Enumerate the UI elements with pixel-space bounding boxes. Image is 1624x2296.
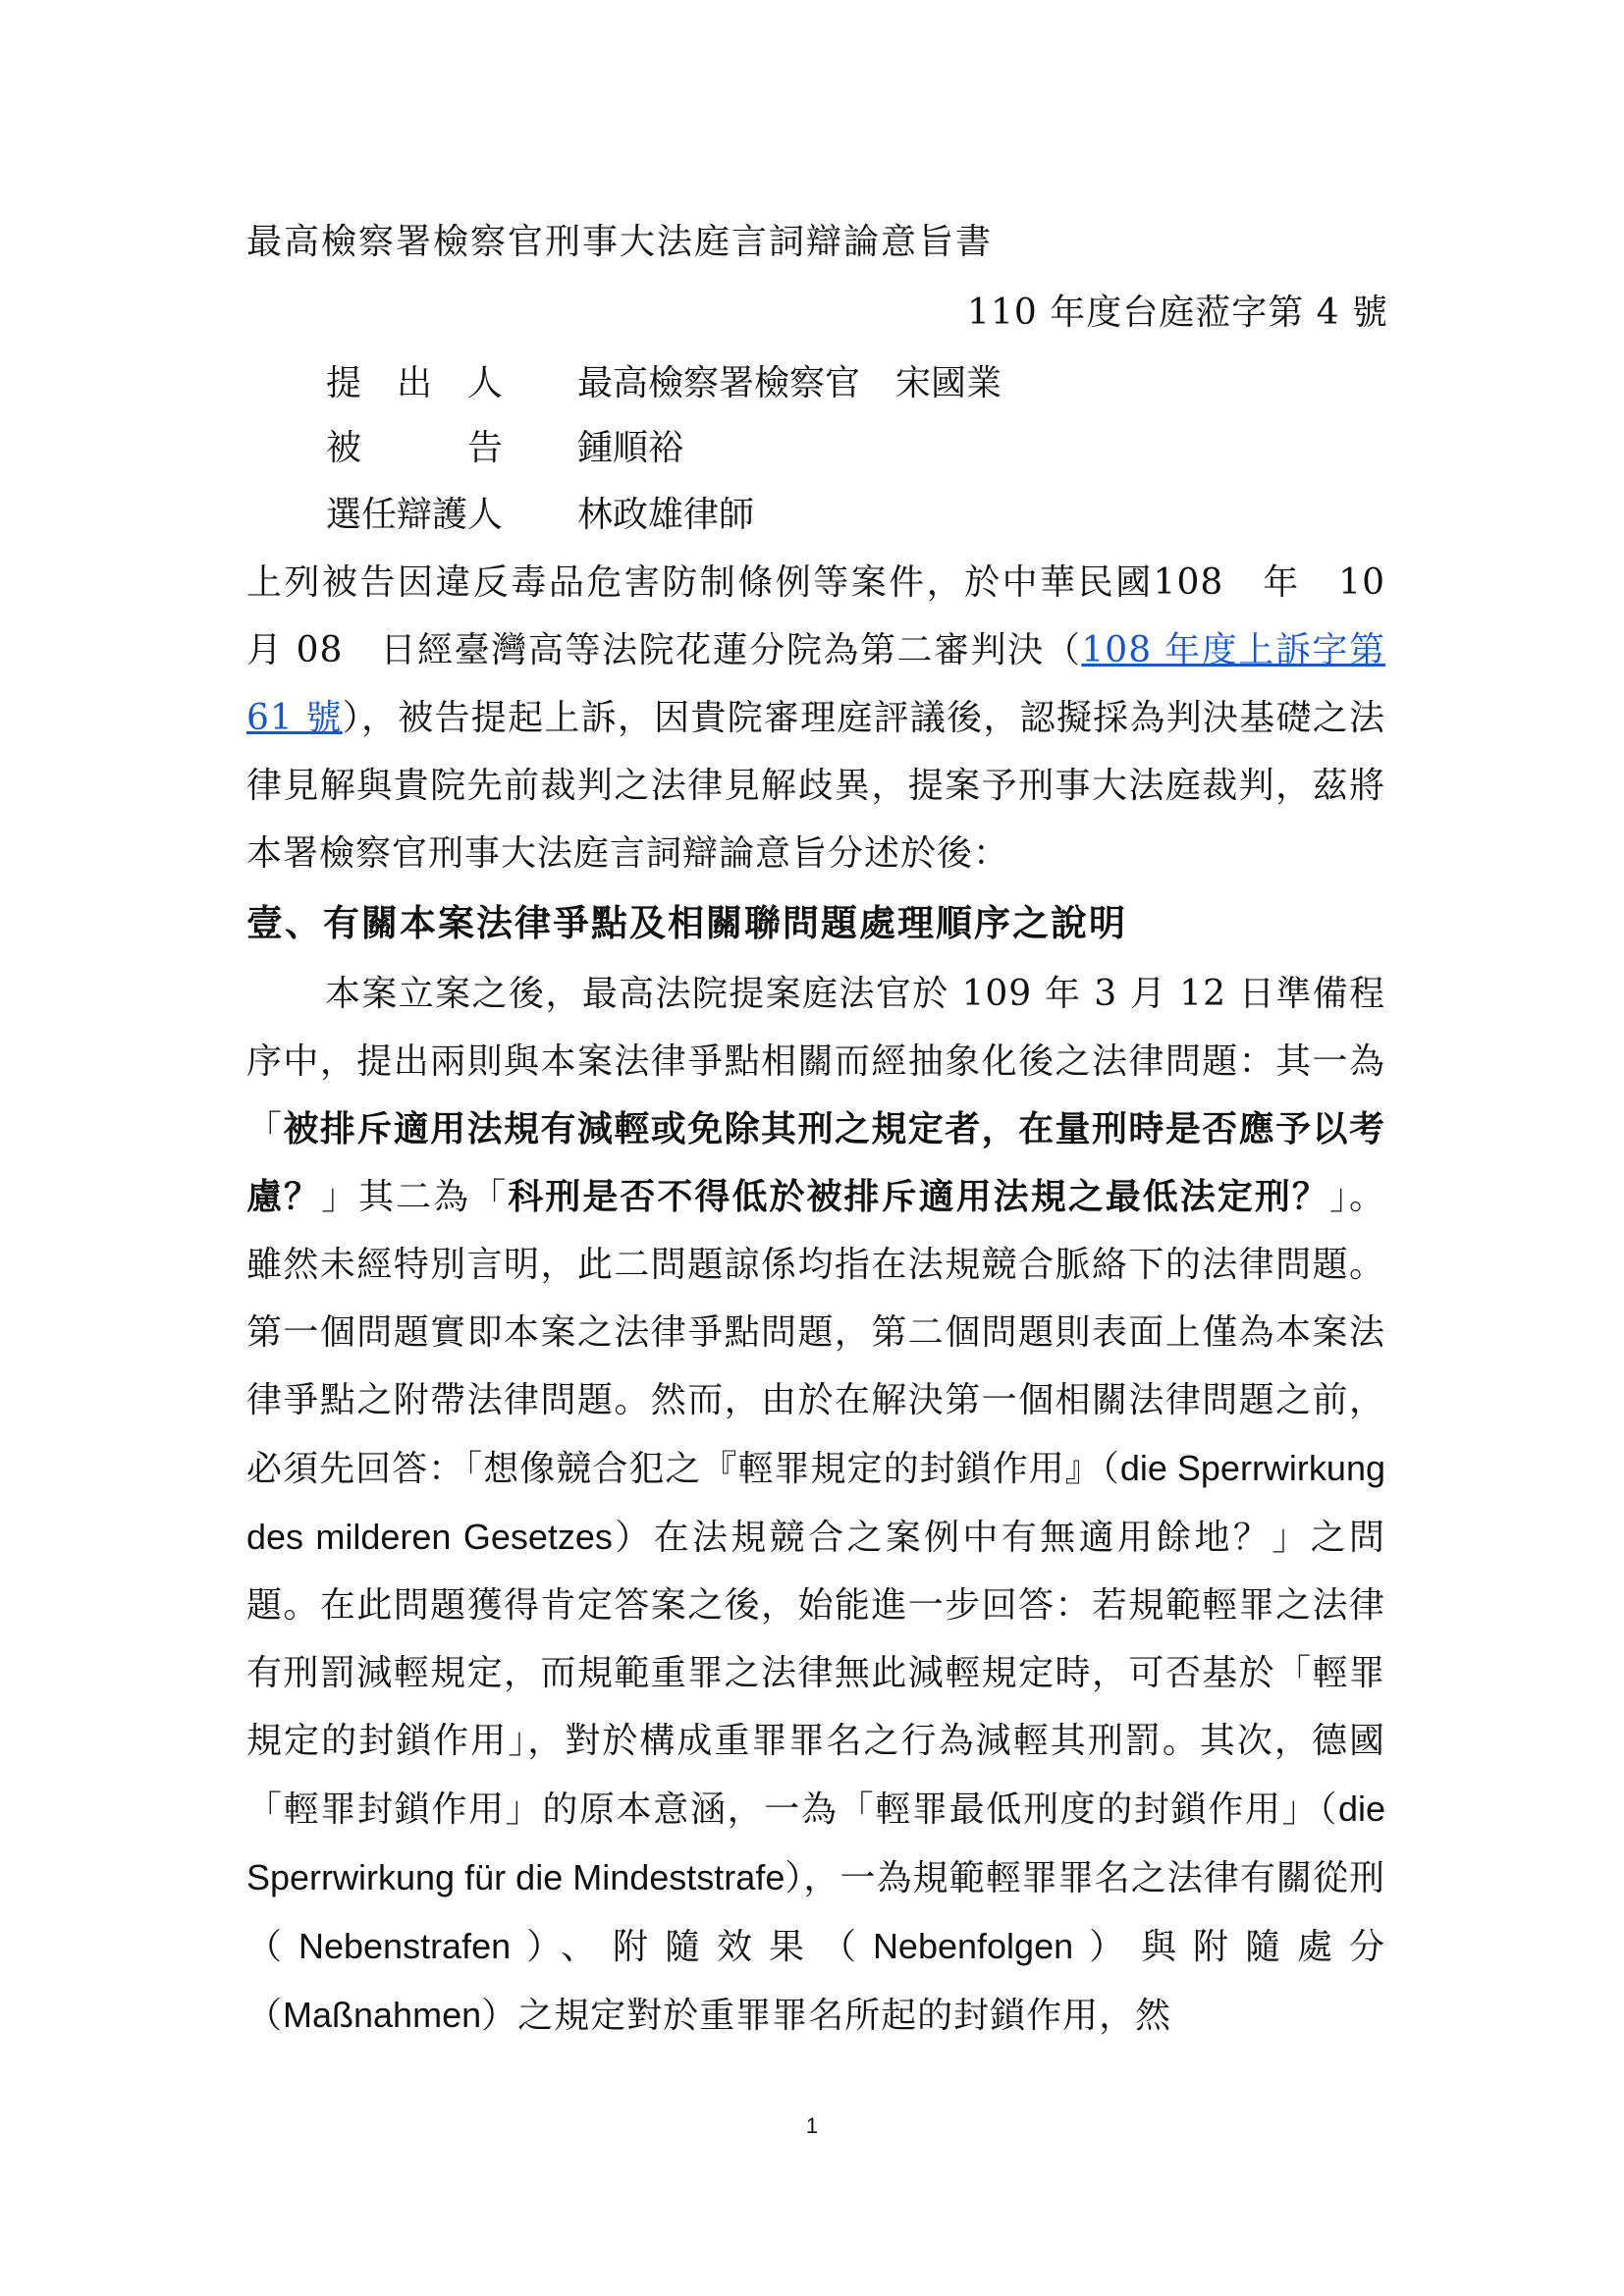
party-value: 最高檢察署檢察官 宋國業 (577, 363, 1002, 403)
party-value-secondary: 宋國業 (895, 363, 1002, 403)
german-term: Nebenfolgen (872, 1926, 1074, 1966)
section-paragraph: 本案立案之後，最高法院提案庭法官於 109 年 3 月 12 日準備程序中，提出兩則與本案法律爭點相關而經抽象化後之法律問題：其一為「被排斥適用法規有減輕或免除其刑之規定者，在量刑時是否應予以考慮？」其二為「科刑是否不得低於被排斥適用法規之最低法定刑？」。雖然未經特別言明，此二問題諒係均指在法規競合脈絡下的法律問題。第一個問題實即本案之法律爭點問題，第二個問題則表面上僅為本案法律爭點之附帶法律問題。然而，由於在解決第一個相關法律問題之前，必須先回答：「想像競合犯之『輕罪規定的封鎖作用』（die Sperrwirkung des milderen Gesetzes）在法規競合之案例中有無適用餘地？」之問題。在此問題獲得肯定答案之後，始能進一步回答：若規範輕罪之法律有刑罰減輕規定，而規範重罪之法律無此減輕規定時，可否基於「輕罪規定的封鎖作用」，對於構成重罪罪名之行為減輕其刑罰。其次，德國「輕罪封鎖作用」的原本意涵，一為「輕罪最低刑度的封鎖作用」（die Sperrwirkung für die Mindeststrafe），一為規範輕罪罪名之法律有關從刑（Nebenstrafen）、附隨效果（Nebenfolgen）與附隨處分（Maßnahmen）之規定對於重罪罪名所起的封鎖作用，然 (246, 974, 1385, 2036)
german-term: die Sperrwirkung für die Mindeststrafe (246, 1789, 1385, 1897)
party-label: 被 告 (326, 428, 504, 468)
german-term: die Sperrwirkung des milderen Gesetzes (246, 1448, 1385, 1557)
german-term: Nebenstrafen (298, 1926, 512, 1966)
page-number: 1 (805, 2113, 819, 2138)
party-value: 林政雄律師 (577, 495, 755, 535)
section-heading: 壹、有關本案法律爭點及相關聯問題處理順序之說明 (246, 901, 1127, 944)
legal-question-1: 被排斥適用法規有減輕或免除其刑之規定者，在量刑時是否應予以考慮？ (246, 1108, 1385, 1217)
document-title: 最高檢察署檢察官刑事大法庭言詞辯論意旨書 (246, 222, 994, 262)
party-label: 選任辯護人 (326, 495, 504, 535)
judgment-link[interactable]: 108 年度上訴字第 61 號 (246, 630, 1385, 738)
german-term: Maßnahmen (283, 1995, 482, 2035)
party-value: 鍾順裕 (577, 428, 684, 468)
party-label: 提 出 人 (326, 363, 504, 403)
intro-paragraph: 上列被告因違反毒品危害防制條例等案件，於中華民國108 年 10 月 08 日經臺灣高等法院花蓮分院為第二審判決（108 年度上訴字第 61 號），被告提起上訴，因貴院審理庭評議後，認擬採為判決基礎之法律見解與貴院先前裁判之法律見解歧異，提案予刑事大法庭裁判，茲將本署檢察官刑事大法庭言詞辯論意旨分述於後： (246, 562, 1423, 874)
legal-question-2: 科刑是否不得低於被排斥適用法規之最低法定刑？ (508, 1176, 1329, 1217)
case-number: 110 年度台庭蒞字第 4 號 (967, 293, 1388, 333)
